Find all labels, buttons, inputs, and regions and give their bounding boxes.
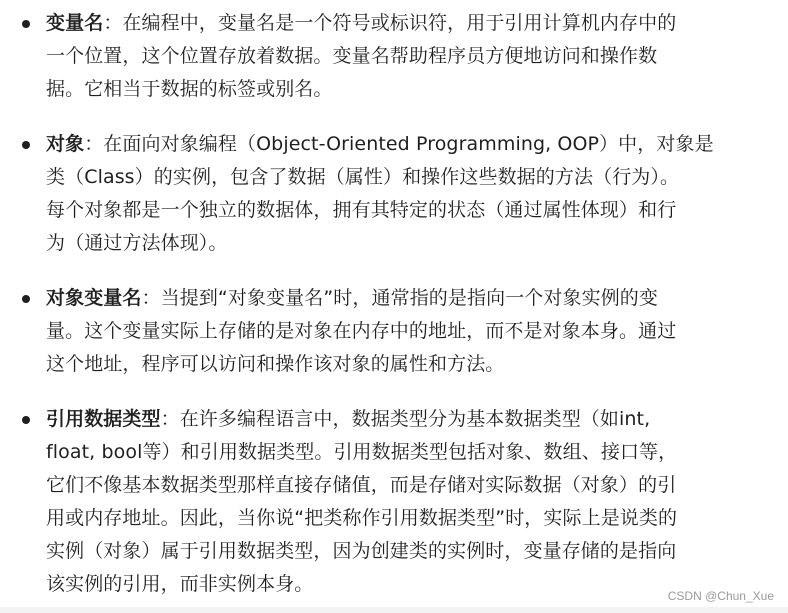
bullet-icon [22,295,30,303]
list-item-term: 对象变量名 [46,287,142,309]
list-item-text: ：当提到“对象变量名”时，通常指的是指向一个对象实例的变 [141,287,659,309]
list-item-line: 它们不像基本数据类型那样直接存储值，而是存储对实际数据（对象）的引 [46,474,677,496]
list-item-line: 实例（对象）属于引用数据类型，因为创建类的实例时，变量存储的是指向 [46,540,677,562]
list-item-line [46,7,676,40]
list-item-line [46,282,658,315]
list-item-line [46,403,650,436]
bullet-icon [22,416,30,424]
list-item-line [46,128,714,161]
bullet-icon [22,20,30,28]
list-item-line: 用或内存地址。因此，当你说“把类称作引用数据类型”时，实际上是说类的 [46,507,678,529]
watermark: CSDN @Chun_Xue [667,589,774,603]
list-item-line: 该实例的引用，而非实例本身。 [46,573,314,595]
list-item-line: 这个地址，程序可以访问和操作该对象的属性和方法。 [46,353,505,375]
list-item-term: 引用数据类型 [46,408,161,430]
list-item-line: 一个位置，这个位置存放着数据。变量名帮助程序员方便地访问和操作数 [46,45,658,67]
list-item-text: ：在许多编程语言中，数据类型分为基本数据类型（如int, [160,408,651,430]
bullet-icon [22,141,30,149]
list-item-term: 对象 [46,133,85,155]
list-item-line: 据。它相当于数据的标签或别名。 [46,78,333,100]
list-item-term: 变量名 [46,12,104,34]
list-item-text: ：在编程中，变量名是一个符号或标识符，用于引用计算机内存中的 [103,12,677,34]
footer-strip [0,607,788,613]
list-item-line: float, bool等）和引用数据类型。引用数据类型包括对象、数组、接口等， [46,441,678,463]
list-item-line: 为（通过方法体现）。 [46,232,228,254]
list-item-text: ：在面向对象编程（Object-Oriented Programming, OOP）中，对象是 [84,133,714,155]
list-item-line: 每个对象都是一个独立的数据体，拥有其特定的状态（通过属性体现）和行 [46,199,677,221]
list-item-line: 类（Class）的实例，包含了数据（属性）和操作这些数据的方法（行为）。 [46,166,680,188]
list-item-line: 量。这个变量实际上存储的是对象在内存中的地址，而不是对象本身。通过 [46,320,677,342]
